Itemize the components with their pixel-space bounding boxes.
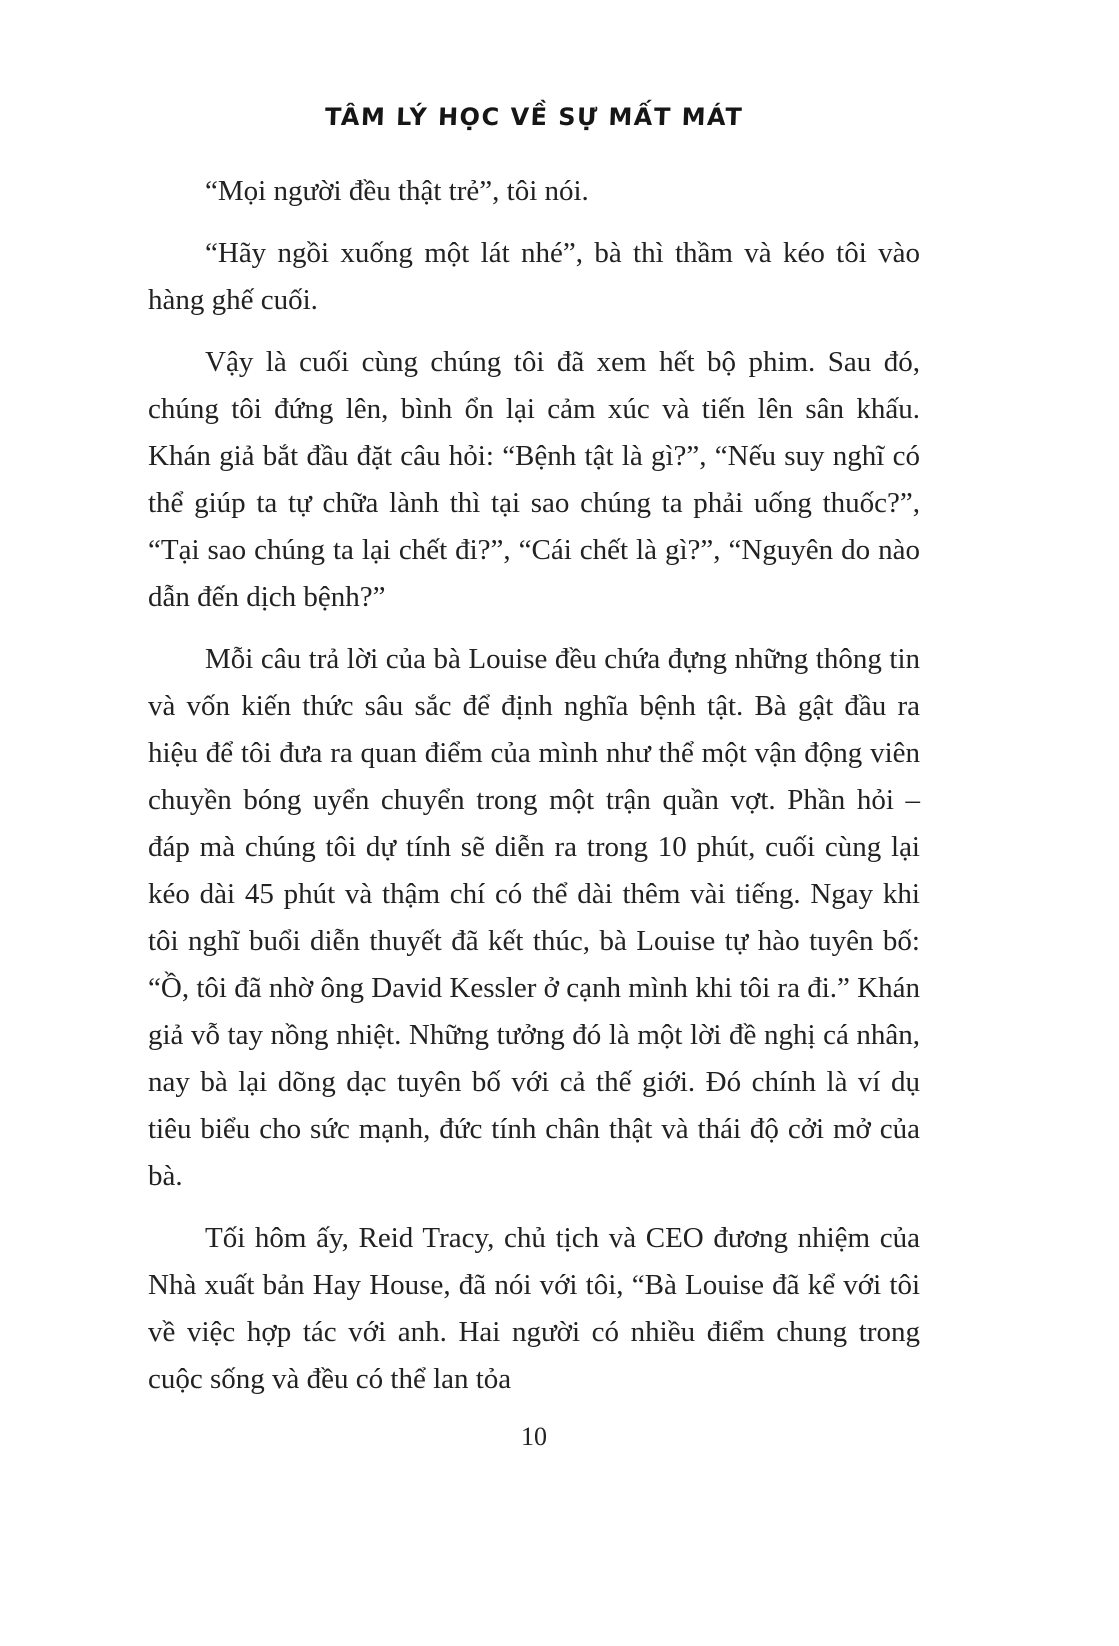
body-paragraph: Tối hôm ấy, Reid Tracy, chủ tịch và CEO đương nhiệm của Nhà xuất bản Hay House, đã nói với tôi, “Bà Louise đã kể với tôi về việc hợp tác với anh. Hai người có nhiều điểm chung trong cuộc sống và đều có thể lan tỏa [148, 1222, 920, 1395]
body-paragraph: Vậy là cuối cùng chúng tôi đã xem hết bộ phim. Sau đó, chúng tôi đứng lên, bình ổn lại cảm xúc và tiến lên sân khấu. Khán giả bắt đầu đặt câu hỏi: “Bệnh tật là gì?”, “Nếu suy nghĩ có thể giúp ta tự chữa lành thì tại sao chúng ta phải uống thuốc?”, “Tại sao chúng ta lại chết đi?”, “Cái chết là gì?”, “Nguyên do nào dẫn đến dịch bệnh?” [148, 346, 920, 613]
running-head-title: TÂM LÝ HỌC VỀ SỰ MẤT MÁT [324, 103, 744, 131]
body-paragraph: “Mọi người đều thật trẻ”, tôi nói. [205, 175, 589, 207]
body-paragraph: Mỗi câu trả lời của bà Louise đều chứa đựng những thông tin và vốn kiến thức sâu sắc để định nghĩa bệnh tật. Bà gật đầu ra hiệu để tôi đưa ra quan điểm của mình như thể một vận động viên chuyền bóng uyển chuyển trong một trận quần vợt. Phần hỏi – đáp mà chúng tôi dự tính sẽ diễn ra trong 10 phút, cuối cùng lại kéo dài 45 phút và thậm chí có thể dài thêm vài tiếng. Ngay khi tôi nghĩ buổi diễn thuyết đã kết thúc, bà Louise tự hào tuyên bố: “Ồ, tôi đã nhờ ông David Kessler ở cạnh mình khi tôi ra đi.” Khán giả vỗ tay nồng nhiệt. Những tưởng đó là một lời đề nghị cá nhân, nay bà lại dõng dạc tuyên bố với cả thế giới. Đó chính là ví dụ tiêu biểu cho sức mạnh, đức tính chân thật và thái độ cởi mở của bà. [148, 643, 920, 1192]
body-text-block [148, 168, 920, 1418]
page-number: 10 [521, 1422, 547, 1451]
body-paragraph: “Hãy ngồi xuống một lát nhé”, bà thì thầm và kéo tôi vào hàng ghế cuối. [148, 237, 920, 316]
